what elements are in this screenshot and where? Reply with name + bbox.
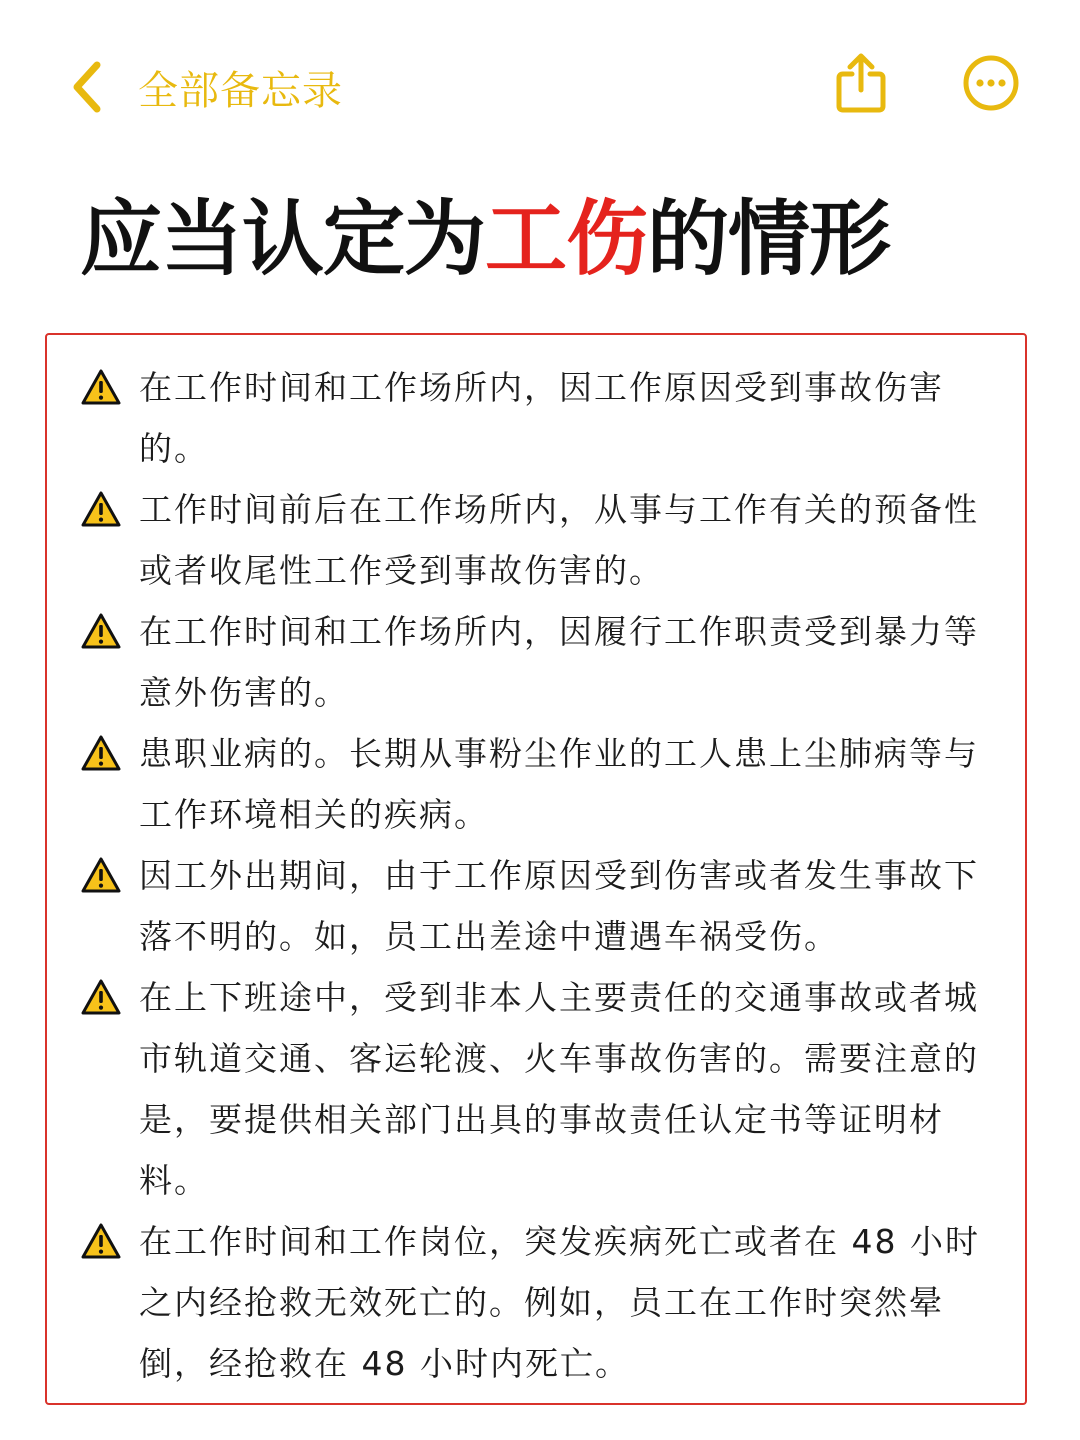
item-text: 在工作时间和工作岗位，突发疾病死亡或者在 48 小时之内经抢救无效死亡的。例如，员工在工作时突然晕倒，经抢救在 48 小时内死亡。 [139,1222,980,1383]
warning-icon [81,369,121,405]
list-item [77,1211,1012,1394]
title-highlight: 工伤 [485,192,648,287]
item-text: 工作时间前后在工作场所内，从事与工作有关的预备性或者收尾性工作受到事故伤害的。 [139,490,979,590]
item-text: 在工作时间和工作场所内，因工作原因受到事故伤害的。 [139,368,944,468]
item-text: 患职业病的。长期从事粉尘作业的工人患上尘肺病等与工作环境相关的疾病。 [139,734,979,834]
share-button[interactable] [826,50,896,120]
list-item [77,967,1012,1211]
title-prefix: 应当认定为 [80,192,486,287]
item-text: 在工作时间和工作场所内，因履行工作职责受到暴力等意外伤害的。 [139,612,979,712]
list-item [77,357,1012,479]
warning-icon [81,491,121,527]
content-panel [45,333,1027,1405]
item-list [77,357,1012,1394]
list-item [77,723,1012,845]
navigation-bar [0,0,1080,160]
warning-icon [81,735,121,771]
item-text: 因工外出期间，由于工作原因受到伤害或者发生事故下落不明的。如，员工出差途中遭遇车祸受伤。 [139,856,979,956]
chevron-left-icon [72,61,102,113]
warning-icon [81,1223,121,1259]
back-button[interactable] [72,52,343,122]
more-icon [961,53,1021,117]
share-icon [835,52,887,118]
title-suffix: 的情形 [647,192,891,287]
warning-icon [81,613,121,649]
warning-icon [81,857,121,893]
back-label: 全部备忘录 [138,67,343,114]
more-button[interactable] [956,50,1026,120]
page-title [80,190,1040,290]
item-text: 在上下班途中，受到非本人主要责任的交通事故或者城市轨道交通、客运轮渡、火车事故伤害的。需要注意的是，要提供相关部门出具的事故责任认定书等证明材料。 [139,978,979,1200]
list-item [77,845,1012,967]
warning-icon [81,979,121,1015]
list-item [77,479,1012,601]
list-item [77,601,1012,723]
